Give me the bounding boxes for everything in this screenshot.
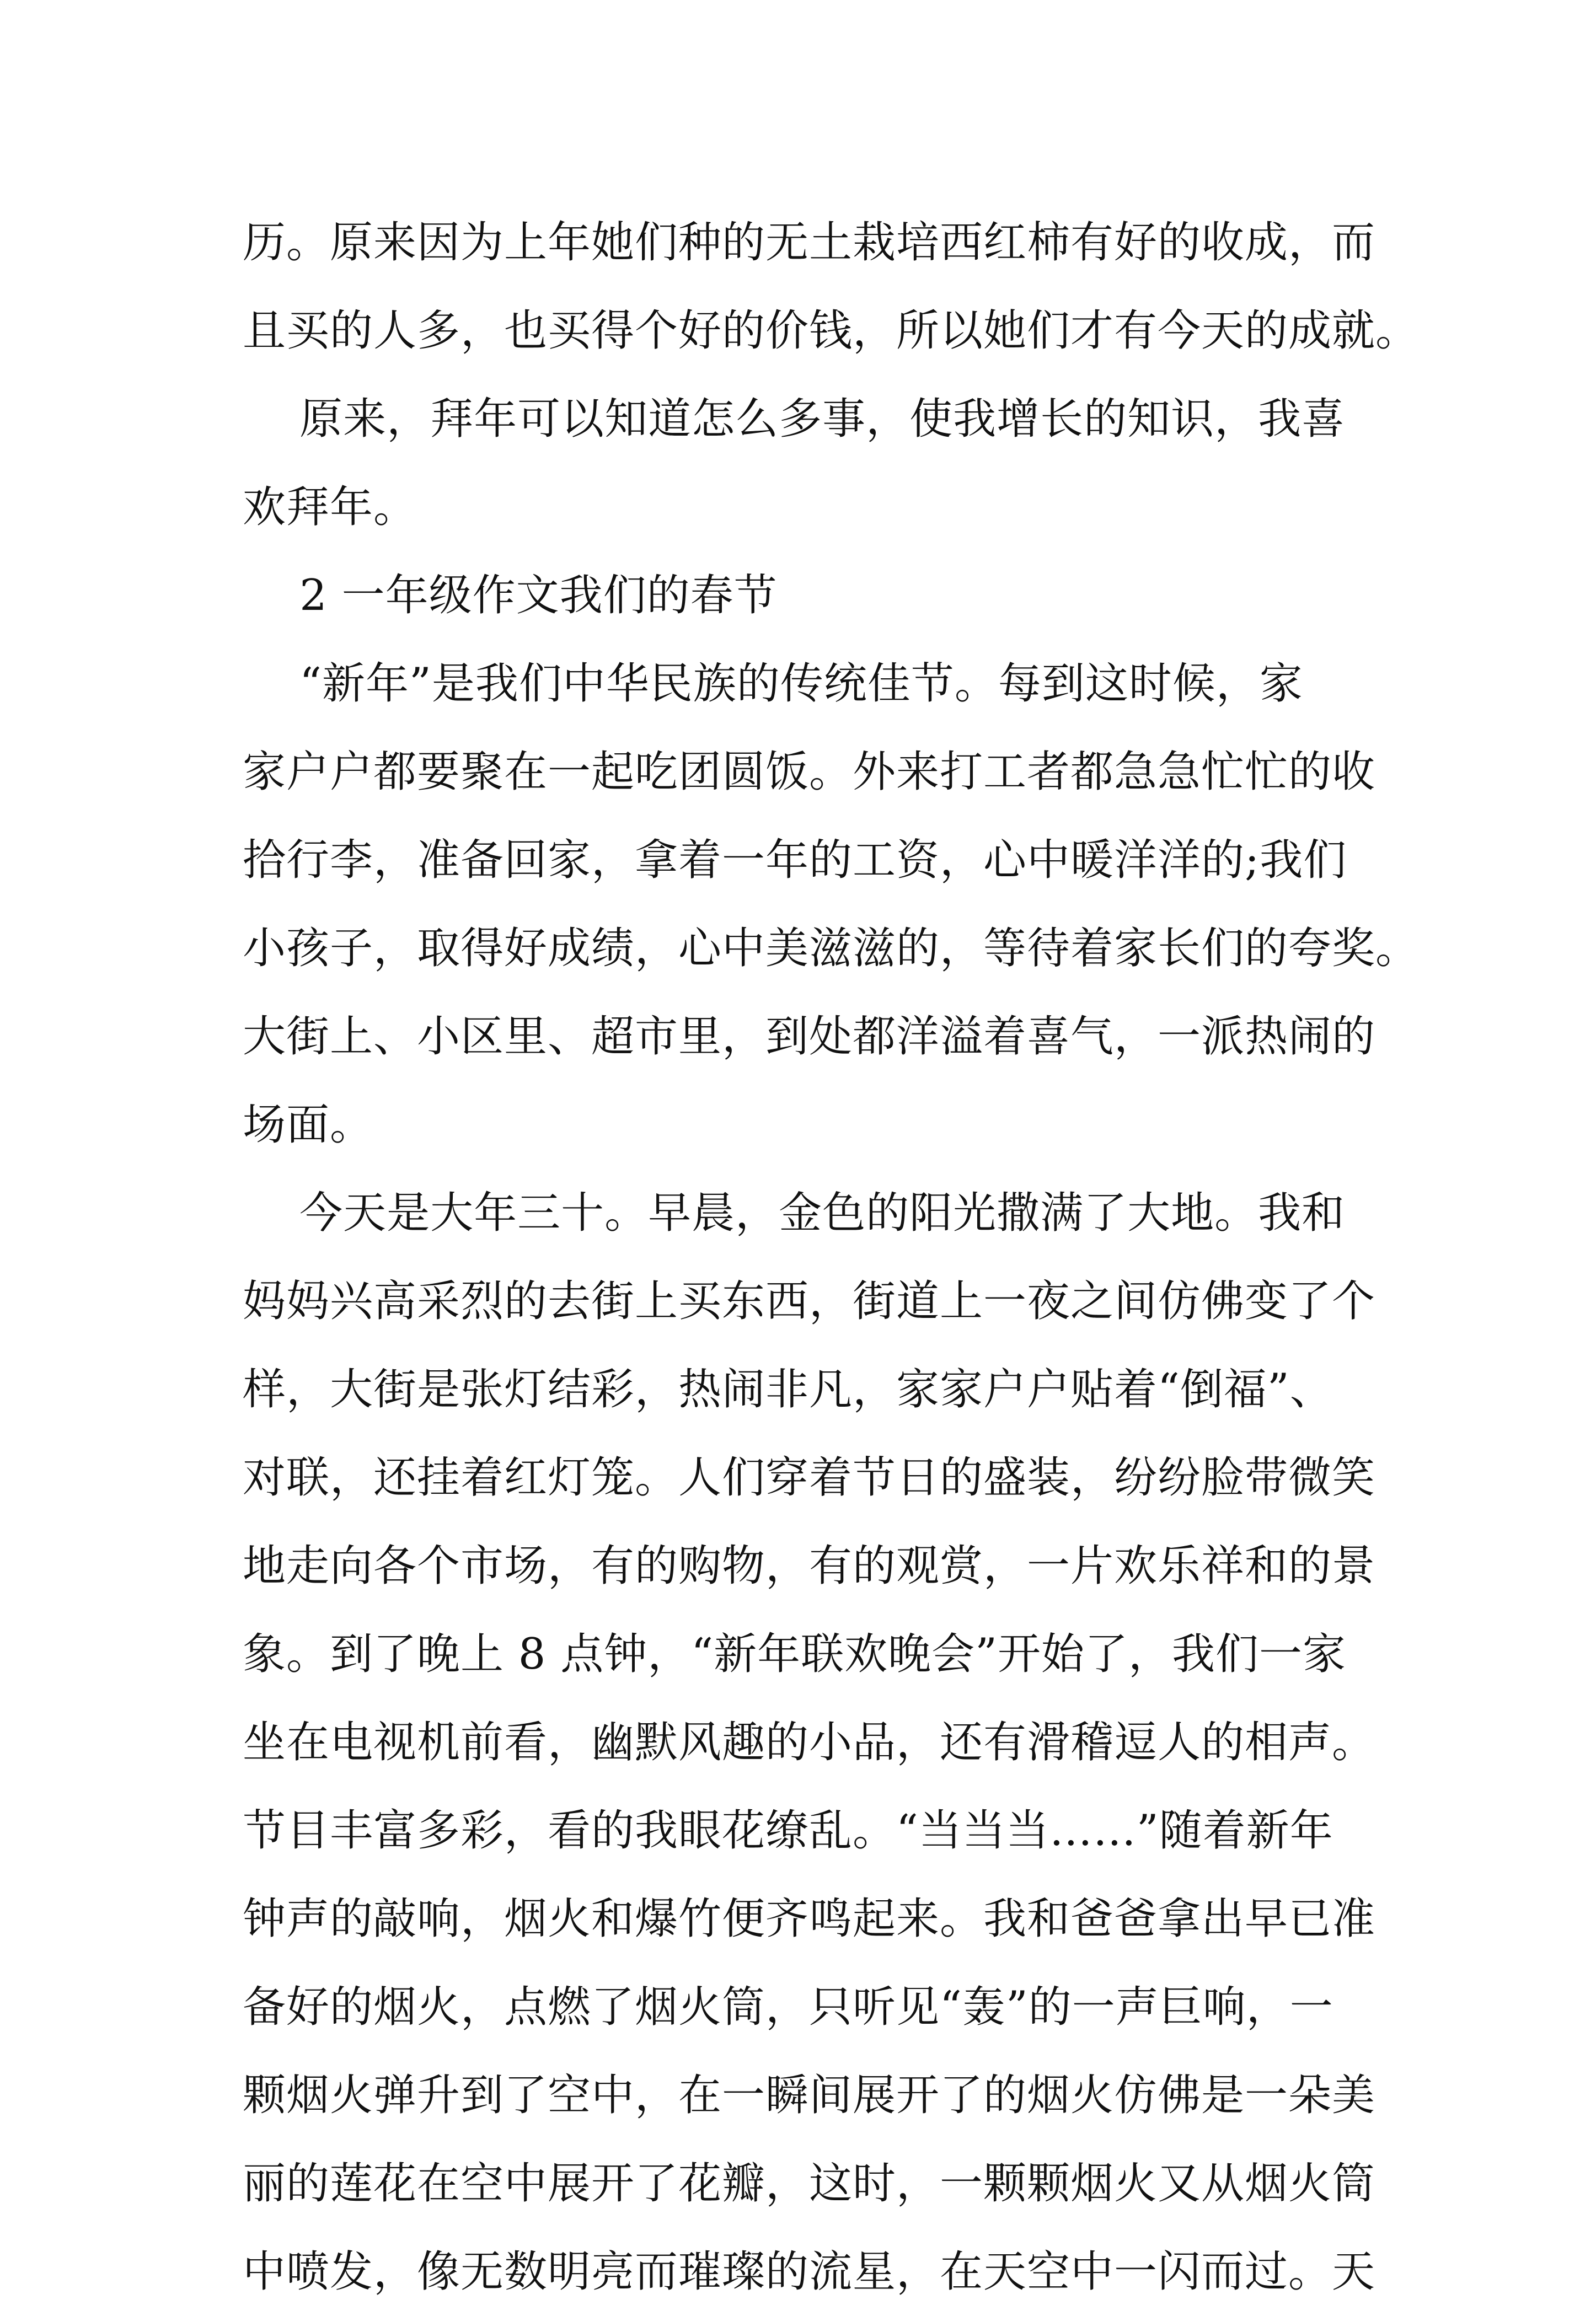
text-line: 象。到了晚上 8 点钟，“新年联欢晚会”开始了，我们一家 <box>243 1629 1346 1679</box>
text-line: 备好的烟火，点燃了烟火筒，只听见“轰”的一声巨响，一 <box>243 1982 1333 2032</box>
text-line: 拾行李，准备回家，拿着一年的工资，心中暖洋洋的;我们 <box>243 835 1347 885</box>
text-line: 欢拜年。 <box>243 482 417 532</box>
essay-text <box>243 199 1420 2316</box>
text-line: 历。原来因为上年她们种的无土栽培西红柿有好的收成，而 <box>243 218 1376 267</box>
text-line: 原来，拜年可以知道怎么多事，使我增长的知识，我喜 <box>243 394 1346 444</box>
text-line: 钟声的敲响，烟火和爆竹便齐鸣起来。我和爸爸拿出早已准 <box>243 1894 1376 1944</box>
text-line: “新年”是我们中华民族的传统佳节。每到这时候，家 <box>243 659 1303 709</box>
section-heading: 2 一年级作文我们的春节 <box>243 571 778 620</box>
text-line: 坐在电视机前看，幽默风趣的小品，还有滑稽逗人的相声。 <box>243 1718 1376 1767</box>
text-line: 场面。 <box>243 1100 374 1150</box>
text-line: 对联，还挂着红灯笼。人们穿着节日的盛装，纷纷脸带微笑 <box>243 1453 1376 1503</box>
text-line: 样，大街是张灯结彩，热闹非凡，家家户户贴着“倒福”、 <box>243 1365 1333 1414</box>
text-line: 家户户都要聚在一起吃团圆饭。外来打工者都急急忙忙的收 <box>243 747 1376 797</box>
text-line: 丽的莲花在空中展开了花瓣，这时，一颗颗烟火又从烟火筒 <box>243 2159 1376 2208</box>
text-line: 颗烟火弹升到了空中，在一瞬间展开了的烟火仿佛是一朵美 <box>243 2071 1376 2120</box>
text-line: 小孩子，取得好成绩，心中美滋滋的，等待着家长们的夸奖。 <box>243 924 1420 973</box>
text-line: 节目丰富多彩，看的我眼花缭乱。“当当当……”随着新年 <box>243 1806 1333 1856</box>
text-line: 大街上、小区里、超市里，到处都洋溢着喜气，一派热闹的 <box>243 1012 1376 1062</box>
text-line: 中喷发，像无数明亮而璀璨的流星，在天空中一闪而过。天 <box>243 2247 1376 2297</box>
text-line: 且买的人多，也买得个好的价钱，所以她们才有今天的成就。 <box>243 306 1420 356</box>
text-line: 妈妈兴高采烈的去街上买东西，街道上一夜之间仿佛变了个 <box>243 1277 1376 1326</box>
text-line: 今天是大年三十。早晨，金色的阳光撒满了大地。我和 <box>243 1188 1346 1238</box>
text-line: 地走向各个市场，有的购物，有的观赏，一片欢乐祥和的景 <box>243 1541 1376 1591</box>
